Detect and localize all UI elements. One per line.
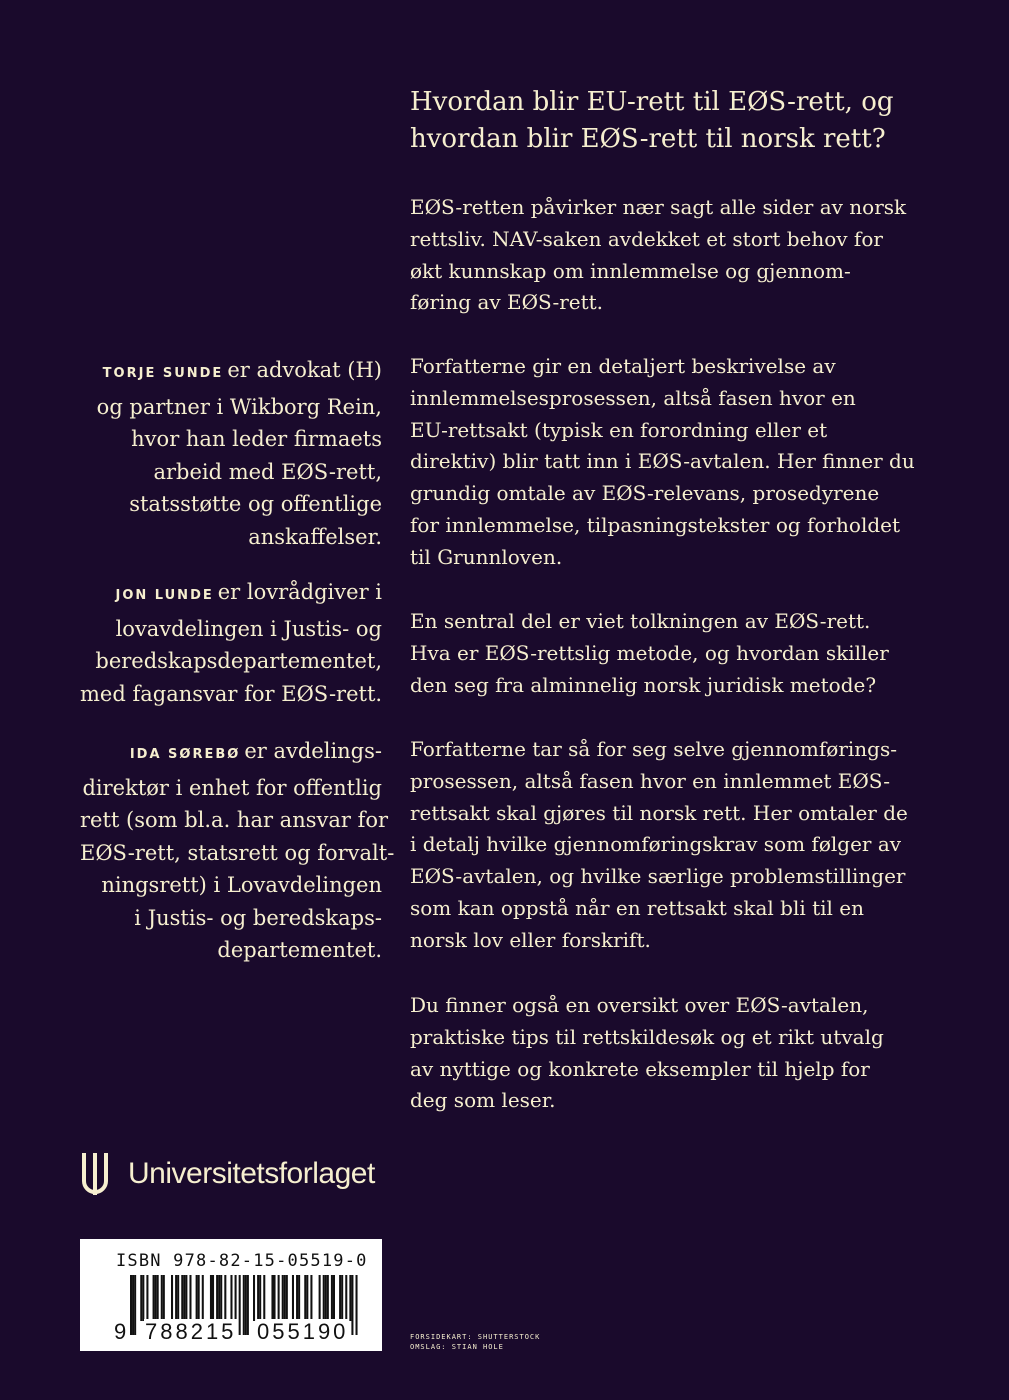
text-line: Forfatterne gir en detaljert beskrivelse av xyxy=(410,354,836,378)
barcode-bar xyxy=(323,1275,325,1321)
text-line: prosessen, altså fasen hvor en innlemmet EØS- xyxy=(410,768,890,793)
blurb-paragraph-3 xyxy=(410,606,970,701)
barcode-bar xyxy=(212,1275,214,1321)
barcode-bar xyxy=(345,1275,347,1321)
bio-line: arbeid med EØS-rett, xyxy=(153,459,382,484)
barcode-bar xyxy=(327,1275,329,1321)
author-bio-ida-sorebo xyxy=(80,735,395,967)
barcode-bar xyxy=(304,1275,306,1321)
barcode-bar xyxy=(243,1275,245,1335)
barcode-bar xyxy=(183,1275,185,1321)
text-line: økt kunnskap om innlemmelse og gjennom- xyxy=(410,258,851,283)
bio-line: departementet. xyxy=(217,938,382,962)
text-line: EU-rettsakt (typisk en forordning eller et xyxy=(410,417,828,442)
blurb-paragraph-1 xyxy=(410,192,970,319)
barcode-bar xyxy=(278,1275,280,1321)
text-line: EØS-avtalen, og hvilke særlige problemstillinger xyxy=(410,864,906,889)
text-line: føring av EØS-rett. xyxy=(410,290,604,315)
bio-line: anskaffelser. xyxy=(248,524,382,549)
author-name: IDA SØREBØ xyxy=(129,747,241,762)
barcode-bar xyxy=(325,1275,327,1321)
barcode-bar xyxy=(282,1275,284,1321)
barcode-bar xyxy=(341,1275,343,1321)
barcode-right-digits: 055190 xyxy=(257,1319,349,1344)
barcode-bar xyxy=(146,1275,148,1321)
bio-line: beredskapsdepartementet, xyxy=(95,649,382,673)
barcode-bar xyxy=(181,1275,183,1321)
publisher-name: Universitetsforlaget xyxy=(128,1157,375,1190)
barcode-bar xyxy=(171,1275,173,1321)
barcode-bar xyxy=(271,1275,273,1321)
barcode-bar xyxy=(333,1275,335,1321)
text-line: EØS-retten påvirker nær sagt alle sider av norsk xyxy=(410,195,907,219)
barcode-bar xyxy=(356,1275,358,1335)
barcode-bar xyxy=(224,1275,226,1321)
barcode-bar xyxy=(202,1275,204,1321)
barcode-bar xyxy=(257,1275,259,1321)
barcode-lead-digit: 9 xyxy=(114,1319,127,1344)
barcode-bar xyxy=(253,1275,255,1321)
isbn-barcode xyxy=(80,1239,382,1351)
barcode-bar xyxy=(306,1275,308,1321)
author-name: TORJE SUNDE xyxy=(102,366,224,381)
text-line: rettsliv. NAV-saken avdekket et stort behov for xyxy=(410,226,883,251)
barcode-bar xyxy=(175,1275,177,1321)
barcode-bar xyxy=(189,1275,191,1321)
barcode-bar xyxy=(351,1275,353,1335)
barcode-bar xyxy=(140,1275,142,1321)
barcode-bar xyxy=(220,1275,222,1321)
barcode-bar xyxy=(132,1275,134,1335)
text-line: rettsakt skal gjøres til norsk rett. Her omtaler de xyxy=(410,800,908,825)
barcode-bar xyxy=(349,1275,351,1321)
barcode-bar xyxy=(247,1275,249,1335)
barcode-bar xyxy=(296,1275,298,1321)
text-line: Hva er EØS-rettslig metode, og hvordan skiller xyxy=(410,640,889,665)
blurb-paragraph-2 xyxy=(410,351,970,574)
bio-line: direktør i enhet for offentlig xyxy=(82,775,382,800)
barcode-bar xyxy=(161,1275,163,1321)
barcode-bar xyxy=(216,1275,218,1321)
headline-line: Hvordan blir EU-rett til EØS-rett, og xyxy=(410,87,894,117)
isbn-number: ISBN 978-82-15-05519-0 xyxy=(116,1251,368,1271)
barcode-left-digits: 788215 xyxy=(145,1319,237,1344)
barcode-bar xyxy=(292,1275,294,1321)
author-name: JON LUNDE xyxy=(115,588,214,603)
text-line: til Grunnloven. xyxy=(410,544,563,569)
text-line: direktiv) blir tatt inn i EØS-avtalen. Her finner du xyxy=(410,449,915,474)
headline-line: hvordan blir EØS-rett til norsk rett? xyxy=(410,124,886,154)
text-line: i detalj hvilke gjennomføringskrav som følger av xyxy=(410,832,902,857)
headline xyxy=(410,84,970,158)
barcode-bar xyxy=(235,1275,237,1321)
bio-line: i Justis- og beredskaps- xyxy=(134,905,382,930)
barcode-bar xyxy=(153,1275,155,1321)
barcode-bar xyxy=(331,1275,333,1321)
barcode-bar xyxy=(210,1275,212,1321)
cover-image-credit: FORSIDEKART: SHUTTERSTOCK xyxy=(410,1333,541,1341)
text-line: Du finner også en oversikt over EØS-avtalen, xyxy=(410,993,869,1017)
bio-line: EØS-rett, statsrett og forvalt- xyxy=(80,840,395,865)
barcode-bar xyxy=(142,1275,144,1321)
bio-first-line: JON LUNDE er lovrådgiver i xyxy=(115,580,382,604)
barcode-bar xyxy=(286,1275,288,1321)
barcode-bar xyxy=(134,1275,136,1335)
bio-first-line: IDA SØREBØ er avdelings- xyxy=(129,739,382,763)
barcode-bar xyxy=(259,1275,261,1321)
barcode-bar xyxy=(245,1275,247,1335)
barcode-bar xyxy=(185,1275,187,1321)
barcode-bar xyxy=(177,1275,179,1321)
publisher xyxy=(80,1150,375,1198)
barcode-bar xyxy=(155,1275,157,1321)
barcode-bar xyxy=(218,1275,220,1321)
barcode-bar xyxy=(230,1275,232,1321)
cover-credits xyxy=(410,1332,540,1352)
bio-line: og partner i Wikborg Rein, xyxy=(96,394,382,419)
text-line: En sentral del er viet tolkningen av EØS-rett. xyxy=(410,609,871,633)
cover-design-credit: OMSLAG: STIAN HOLE xyxy=(410,1343,504,1351)
text-line: for innlemmelse, tilpasningstekster og forholdet xyxy=(410,512,901,537)
blurb-paragraph-5 xyxy=(410,990,970,1117)
barcode-bar xyxy=(339,1275,341,1321)
author-bio-jon-lunde xyxy=(80,576,382,710)
barcode-bar xyxy=(157,1275,159,1321)
text-line: den seg fra alminnelig norsk juridisk metode? xyxy=(410,672,877,697)
text-line: deg som leser. xyxy=(410,1088,556,1113)
barcode-bar xyxy=(239,1275,241,1335)
bio-line: rett (som bl.a. har ansvar for xyxy=(80,808,389,832)
barcode-bar xyxy=(198,1275,200,1321)
text-line: innlemmelsesprosessen, altså fasen hvor en xyxy=(410,385,856,410)
barcode-bar xyxy=(274,1275,276,1321)
barcode-bar xyxy=(196,1275,198,1321)
text-line: norsk lov eller forskrift. xyxy=(410,927,651,952)
barcode-bar xyxy=(310,1275,312,1321)
bio-line: med fagansvar for EØS-rett. xyxy=(80,681,383,706)
barcode-bar xyxy=(263,1275,265,1321)
barcode-bar xyxy=(284,1275,286,1321)
text-line: praktiske tips til rettskildesøk og et rikt utvalg xyxy=(410,1024,884,1049)
barcode-bar xyxy=(163,1275,165,1321)
text-line: som kan oppstå når en rettsakt skal bli til en xyxy=(410,895,865,920)
text-line: av nyttige og konkrete eksempler til hjelp for xyxy=(410,1056,870,1081)
bio-line: lovavdelingen i Justis- og xyxy=(115,616,382,641)
blurb-paragraph-4 xyxy=(410,734,970,957)
bio-line: ningsrett) i Lovavdelingen xyxy=(101,873,382,897)
author-bio-torje-sunde xyxy=(80,354,382,553)
bio-first-line: TORJE SUNDE er advokat (H) xyxy=(102,358,382,382)
bio-line: statsstøtte og offentlige xyxy=(129,492,382,516)
barcode-bar xyxy=(298,1275,300,1321)
bio-line: hvor han leder firmaets xyxy=(131,427,382,451)
text-line: grundig omtale av EØS-relevans, prosedyrene xyxy=(410,481,880,506)
text-line: Forfatterne tar så for seg selve gjennomførings- xyxy=(410,737,898,761)
universitetsforlaget-logo-icon xyxy=(80,1151,110,1197)
barcode-bar xyxy=(319,1275,321,1321)
barcode-bar xyxy=(130,1275,132,1335)
